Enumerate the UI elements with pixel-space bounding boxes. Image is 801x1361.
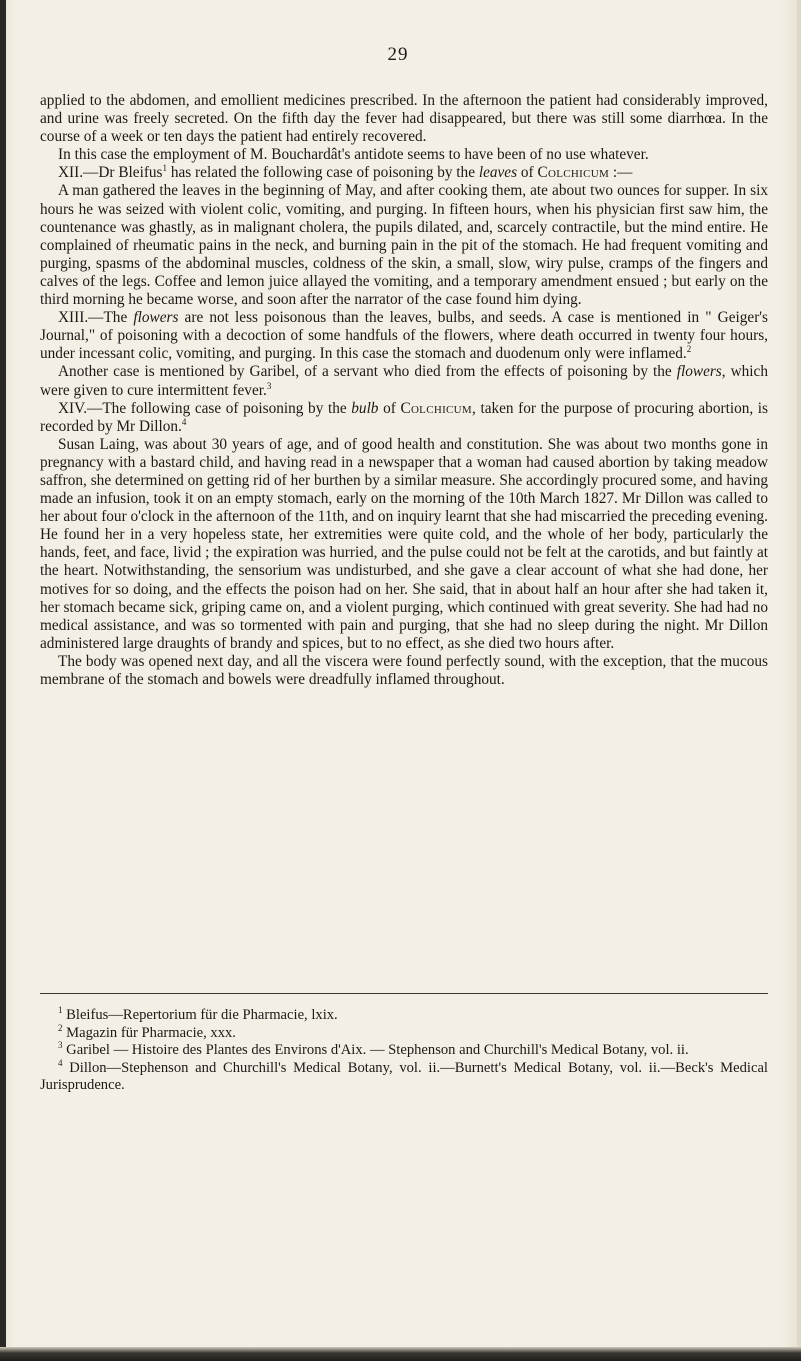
- footnotes: [40, 1007, 768, 1095]
- page-right-edge: [797, 0, 801, 1361]
- footnote-ref: 1: [162, 163, 168, 174]
- footnote-marker: 1: [58, 1005, 63, 1015]
- footnote: $^2$ Magazin für Pharmacie, xxx.: [58, 1022, 236, 1041]
- footnote: $^3$ Garibel — Histoire des Plantes des Environs d'Aix. — Stephenson and Churchill's Medical Botany, vol. ii.: [58, 1040, 689, 1059]
- footnote-ref: 2: [686, 344, 692, 355]
- footnote-marker: 3: [58, 1040, 63, 1051]
- footnote-divider: [40, 993, 768, 994]
- footnote: $^4$ Dillon—Stephenson and Churchill's Medical Botany, vol. ii.—Burnett's Medical Botany, vol. ii.—Beck's Medical Jurisprudence.: [40, 1057, 768, 1094]
- paragraph: Susan Laing, was about 30 years of age, and of good health and constitution. She was about two months gone in pregnancy with a bastard child, and having read in a newspaper that a woman had caused abortion by taking meadow saffron, she determined on getting rid of her burthen by a similar measure. She accordingly procured some, and having made an infusion, took it on an empty stomach, early on the morning of the 10th March 1827. Mr Dillon was called to her about four o'clock in the afternoon of the 11th, and on inquiry learnt that she had miscarried the preceding evening. He found her in a very hopeless state, her extremities were quite cold, and the whole of her body, particularly the hands, feet, and face, livid ; the expiration was hurried, and the pulse could not be felt at the carotids, and but faintly at the heart. Notwithstanding, the sensorium was undisturbed, and she gave a clear account of what she had done, her motives for so doing, and the effects the poison had on her. She said, that in about half an hour after she had taken it, her stomach became sick, griping came on, and a violent purging, which continued with great severity. She had had no medical assistance, and was so tormented with pain and purging, that she had no sleep during the night. Mr Dillon administered large draughts of brandy and spices, but to no effect, as she died two hours after.: [40, 435, 768, 652]
- page-binding-shadow: [0, 0, 6, 1361]
- paragraph-case-xiv: XIV.—The following case of poisoning by the bulb of Colchicum, taken for the purpose of procuring abortion, is recorded by Mr Dillon.$^4$: [40, 399, 769, 435]
- paragraph: The body was opened next day, and all the viscera were found perfectly sound, with the exception, that the mucous membrane of the stomach and bowels were dreadfully inflamed throughout.: [40, 652, 768, 688]
- footnote-marker: 2: [58, 1022, 63, 1033]
- paragraph: A man gathered the leaves in the beginning of May, and after cooking them, ate about two ounces for supper. In six hours he was seized with violent colic, vomiting, and purging. In fifteen hours, when his physician first saw him, the countenance was ghastly, as in malignant cholera, the pupils dilated, and, scarcely contractile, but the mind entire. He complained of rheumatic pains in the neck, and burning pain in the pit of the stomach. He had frequent vomiting and purging, spasms of the abdominal muscles, coldness of the skin, a small, slow, wiry pulse, cramps of the fingers and calves of the legs. Coffee and lemon juice allayed the vomiting, and a temporary amendment ensued ; but early on the third morning he became worse, and soon after the narrator of the case found him dying.: [40, 182, 768, 309]
- page-bottom-edge: [0, 1347, 801, 1361]
- footnote-ref: 3: [266, 380, 272, 391]
- footnote-marker: 4: [58, 1057, 63, 1068]
- paragraph-case-xiii: XIII.—The flowers are not less poisonous than the leaves, bulbs, and seeds. A case is mentioned in " Geiger's Journal," of poisoning with a decoction of some handfuls of the flowers, where death occurred in twenty four hours, under incessant colic, vomiting, and purging. In this case the stomach and duodenum only were inflamed.$^2$: [40, 309, 768, 363]
- paragraph: Another case is mentioned by Garibel, of a servant who died from the effects of poisoning by the flowers, which were given to cure intermittent fever.$^3$: [40, 363, 768, 399]
- body-text: [40, 92, 768, 689]
- paragraph: applied to the abdomen, and emollient medicines prescribed. In the afternoon the patient had considerably improved, and urine was freely secreted. On the fifth day the fever had disappeared, but there was still some diarrhœa. In the course of a week or ten days the patient had entirely recovered.: [40, 92, 768, 146]
- footnote-ref: 4: [181, 416, 187, 427]
- footnote: $^1$ Bleifus—Repertorium für die Pharmacie, lxix.: [58, 1005, 338, 1023]
- page-number: 29: [387, 44, 409, 65]
- paragraph: In this case the employment of M. Bouchardât's antidote seems to have been of no use whatever.: [58, 146, 649, 164]
- paragraph-case-xii: XII.—Dr Bleifus$^1$ has related the following case of poisoning by the leaves of Colchicum :—: [58, 163, 633, 182]
